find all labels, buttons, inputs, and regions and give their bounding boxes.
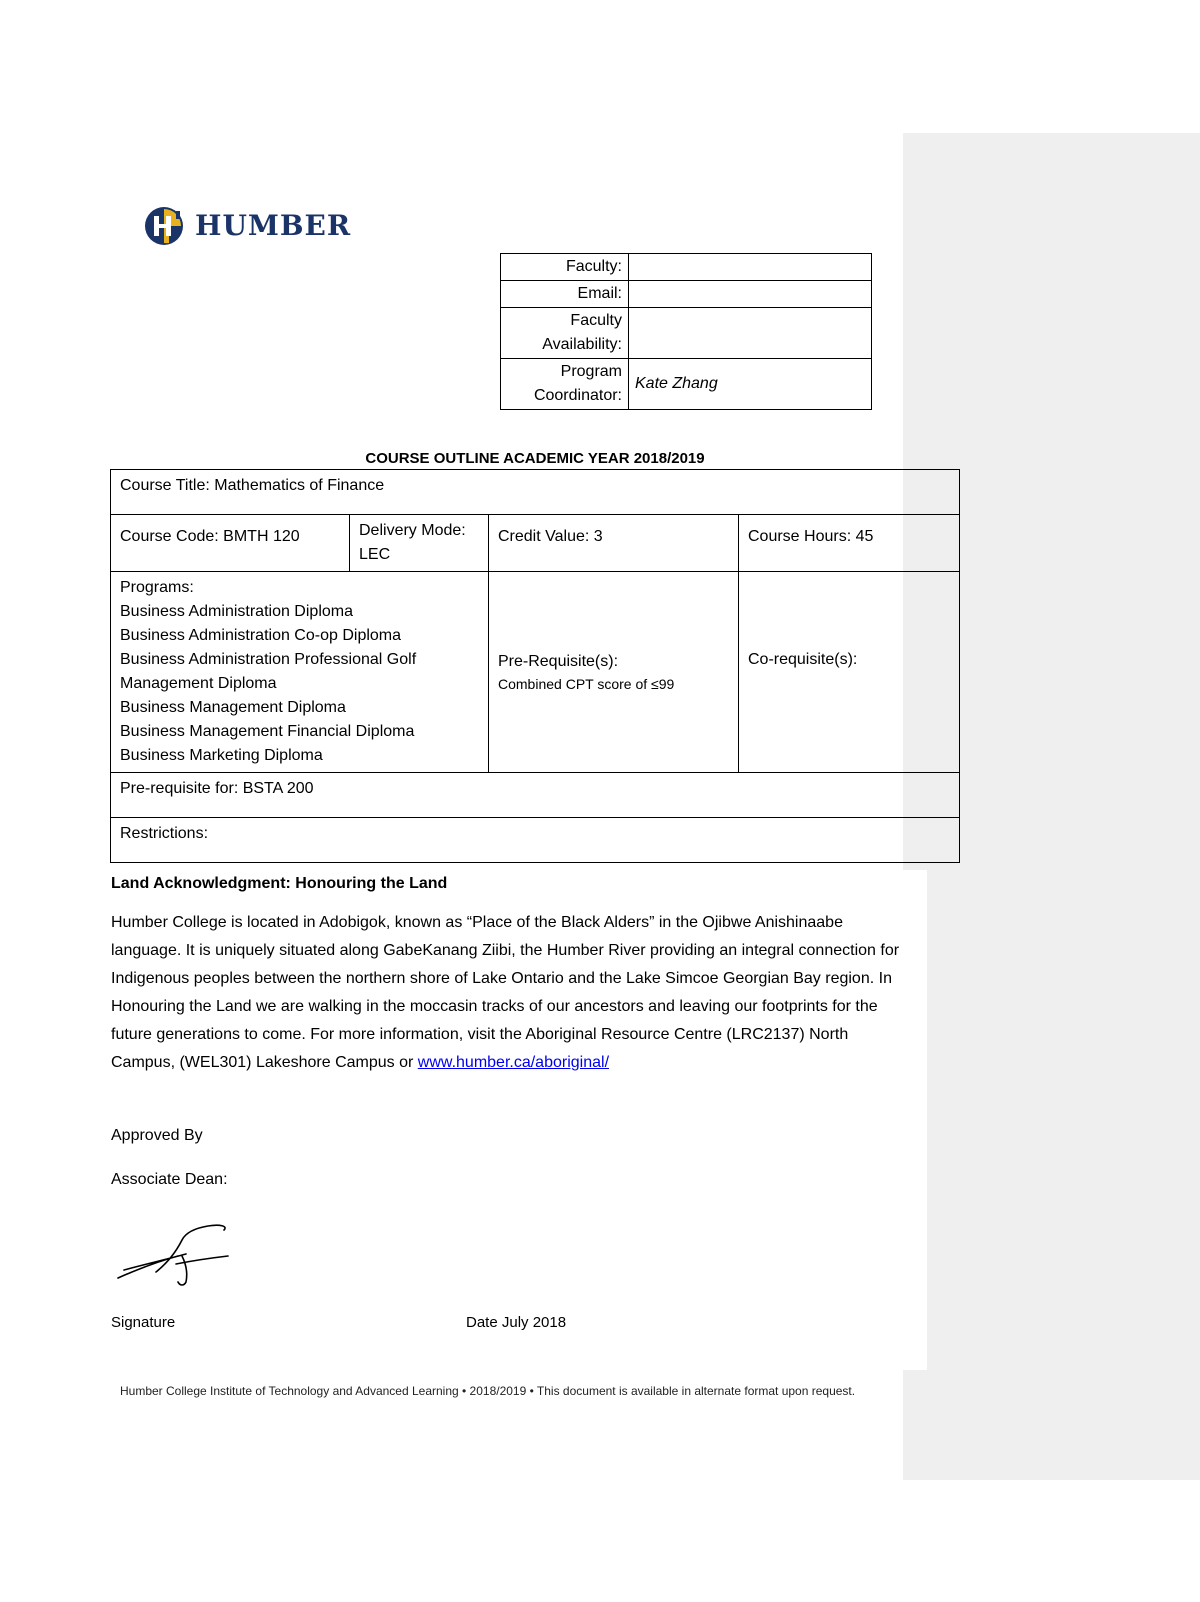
course-title: Course Title: Mathematics of Finance — [111, 470, 960, 515]
table-row — [501, 359, 872, 410]
restrictions: Restrictions: — [111, 818, 960, 863]
signature-drawing — [116, 1220, 236, 1290]
program-item: Business Management Diploma — [120, 699, 346, 716]
course-code: Course Code: BMTH 120 — [111, 515, 350, 572]
page-footer: Humber College Institute of Technology and Advanced Learning • 2018/2019 • This document is available in alternate format upon request. — [120, 1384, 856, 1398]
availability-value — [629, 308, 872, 359]
land-body — [111, 909, 911, 1077]
approval-date: Date July 2018 — [466, 1314, 567, 1331]
land-body-text: Humber College is located in Adobigok, known as “Place of the Black Alders” in the Ojibwe Anishinaabe language. It is uniquely situated along GabeKanang Ziibi, the Humber River providing an integral connection for Indigenous peoples between the northern shore of Lake Ontario and the Lake Simcoe Georgian Bay region. In Honouring the Land we are walking in the moccasin tracks of our ancestors and leaving our footprints for the future generations to come. For more information, visit the Aboriginal Resource Centre (LRC2137) North Campus, (WEL301) Lakeshore Campus or — [111, 914, 900, 1071]
coordinator-value: Kate Zhang — [629, 359, 872, 410]
aboriginal-link[interactable]: www.humber.ca/aboriginal/ — [417, 1054, 610, 1071]
availability-label: Faculty Availability: — [501, 308, 629, 359]
program-item: Business Administration Diploma — [120, 603, 353, 620]
humber-emblem-icon — [143, 205, 187, 247]
program-item: Business Administration Co-op Diploma — [120, 627, 402, 644]
table-row — [111, 818, 960, 863]
program-item: Business Management Financial Diploma — [120, 723, 415, 740]
humber-wordmark: HUMBER — [195, 209, 352, 242]
program-item: Business Administration Professional Golf Management Diploma — [120, 651, 417, 692]
table-row — [501, 281, 872, 308]
prereq-for: Pre-requisite for: BSTA 200 — [111, 773, 960, 818]
programs-label: Programs: — [120, 579, 194, 596]
coordinator-label: Program Coordinator: — [501, 359, 629, 410]
prereq-cell — [489, 572, 739, 773]
course-hours: Course Hours: 45 — [739, 515, 960, 572]
land-heading: Land Acknowledgment: Honouring the Land — [111, 875, 448, 892]
delivery-mode: Delivery Mode: LEC — [350, 515, 489, 572]
approved-by: Approved By — [111, 1127, 203, 1144]
outline-title: COURSE OUTLINE ACADEMIC YEAR 2018/2019 — [365, 450, 705, 467]
faculty-info-table — [500, 253, 872, 410]
prereq-label: Pre-Requisite(s): — [498, 653, 619, 670]
prereq-value: Combined CPT score of ≤99 — [498, 676, 675, 692]
program-item: Business Marketing Diploma — [120, 747, 323, 764]
humber-logo — [143, 205, 352, 247]
faculty-label: Faculty: — [501, 254, 629, 281]
email-value — [629, 281, 872, 308]
email-label: Email: — [501, 281, 629, 308]
land-acknowledgment — [111, 875, 911, 1077]
table-row — [111, 572, 960, 773]
table-row — [111, 515, 960, 572]
coreq-label: Co-requisite(s): — [739, 572, 960, 773]
table-row — [111, 773, 960, 818]
associate-dean-label: Associate Dean: — [111, 1171, 228, 1188]
signature-label: Signature — [111, 1314, 176, 1331]
faculty-value — [629, 254, 872, 281]
table-row — [501, 308, 872, 359]
table-row — [501, 254, 872, 281]
table-row — [111, 470, 960, 515]
programs-cell — [111, 572, 489, 773]
course-table — [110, 469, 960, 863]
credit-value: Credit Value: 3 — [489, 515, 739, 572]
